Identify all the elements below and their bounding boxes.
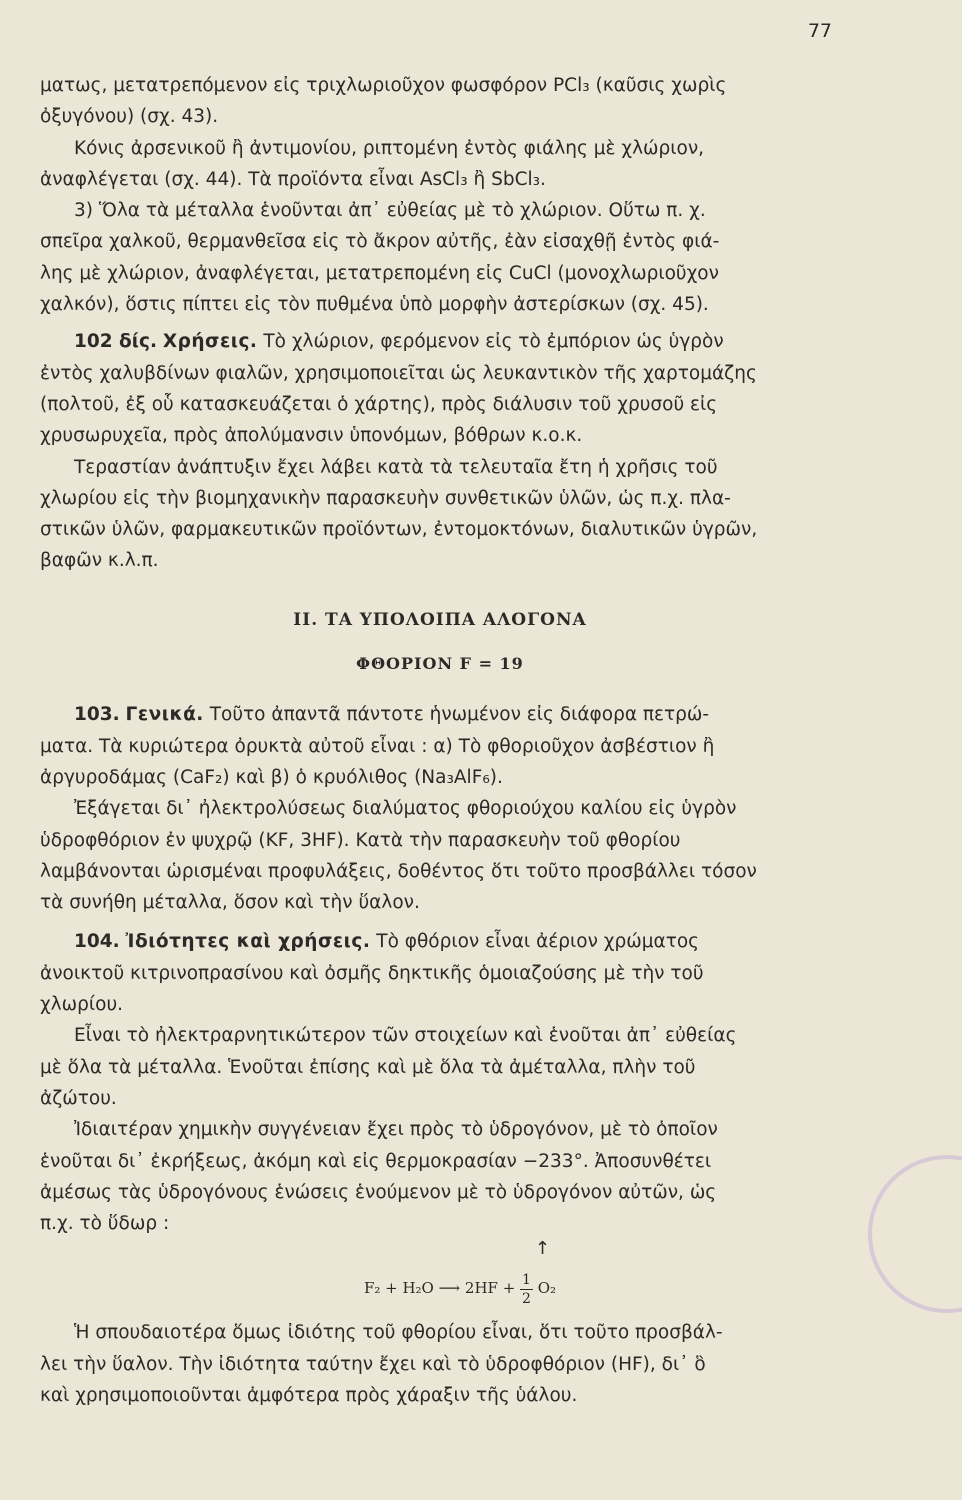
text-line: βαφῶν κ.λ.π. [40, 550, 159, 572]
text-line: ἐντὸς χαλυβδίνων φιαλῶν, χρησιμοποιεῖται ὡς λευκαντικὸν τῆς χαρτομάζης [40, 362, 757, 384]
section-number: 102 δίς. [74, 331, 157, 353]
section-heading: Ἰδιότητες καὶ χρήσεις. [125, 931, 371, 953]
section-103-first-line [40, 699, 840, 730]
text-line: 3) Ὅλα τὰ μέταλλα ἑνοῦνται ἀπ᾽ εὐθείας μὲ τὸ χλώριον. Οὕτω π. χ. [74, 200, 706, 222]
text-line: μὲ ὅλα τὰ μέταλλα. Ἑνοῦται ἐπίσης καὶ μὲ ὅλα τὰ ἀμέταλλα, πλὴν τοῦ [40, 1056, 696, 1078]
gas-evolution-arrow: ↑ [534, 1238, 550, 1260]
text-line: σπεῖρα χαλκοῦ, θερμανθεῖσα εἰς τὸ ἄκρον αὐτῆς, ἐὰν εἰσαχθῇ ἐντὸς φιά- [40, 231, 720, 253]
text-line: ἑνοῦται δι᾽ ἐκρήξεως, ἀκόμη καὶ εἰς θερμοκρασίαν −233°. Ἀποσυνθέτει [40, 1150, 712, 1172]
text-line: λης μὲ χλώριον, ἀναφλέγεται, μετατρεπομένη εἰς CuCl (μονοχλωριοῦχον [40, 262, 719, 284]
text-line: ἀζώτου. [40, 1087, 117, 1109]
chemical-equation [40, 1259, 840, 1317]
text-line: καὶ χρησιμοποιοῦνται ἀμφότερα πρὸς χάραξιν τῆς ὑάλου. [40, 1384, 578, 1406]
text-line: ματως, μετατρεπόμενον εἰς τριχλωριοῦχον φωσφόρον PCl₃ (καῦσις χωρὶς [40, 75, 727, 96]
section-104-first-line [40, 926, 840, 957]
text-line: χρυσωρυχεῖα, πρὸς ἀπολύμανσιν ὑπονόμων, βόθρων κ.ο.κ. [40, 425, 583, 447]
text-line: Τεραστίαν ἀνάπτυξιν ἔχει λάβει κατὰ τὰ τελευταῖα ἔτη ἡ χρῆσις τοῦ [74, 456, 718, 478]
section-heading: Χρήσεις. [162, 331, 258, 353]
text-line: Τὸ φθόριον εἶναι ἀέριον χρώματος [376, 931, 700, 953]
page-number: 77 [807, 20, 832, 42]
text-line: (πολτοῦ, ἐξ οὗ κατασκευάζεται ὁ χάρτης), πρὸς διάλυσιν τοῦ χρυσοῦ εἰς [40, 393, 718, 415]
text-line: λει τὴν ὕαλον. Τὴν ἰδιότητα ταύτην ἔχει καὶ τὸ ὑδροφθόριον (HF), δι᾽ ὃ [40, 1353, 706, 1375]
text-line: ἀνοικτοῦ κιτρινοπρασίνου καὶ ὀσμῆς δηκτικῆς ὁμοιαζούσης μὲ τὴν τοῦ [40, 962, 704, 984]
library-stamp-icon [868, 1155, 962, 1313]
text-line: ἀμέσως τὰς ὑδρογόνους ἑνώσεις ἑνούμενον μὲ τὸ ὑδρογόνον αὐτῶν, ὡς [40, 1181, 717, 1203]
text-line: ματα. Τὰ κυριώτερα ὀρυκτὰ αὐτοῦ εἶναι : α) Τὸ φθοριοῦχον ἀσβέστιον ἢ [40, 735, 715, 757]
section-number: 104. [74, 931, 120, 953]
equation-left: F₂ + H₂O ⟶ 2HF + [363, 1279, 516, 1298]
text-line: ὑδροφθόριον ἐν ψυχρῷ (KF, 3HF). Κατὰ τὴν παρασκευὴν τοῦ φθορίου [40, 829, 681, 851]
text-line: Ἡ σπουδαιοτέρα ὅμως ἰδιότης τοῦ φθορίου εἶναι, ὅτι τοῦτο προσβάλ- [74, 1322, 723, 1344]
fraction-numerator: 1 [522, 1271, 531, 1288]
text-line: ἀργυροδάμας (CaF₂) καὶ β) ὁ κρυόλιθος (Na₃AlF₆). [40, 766, 503, 788]
section-number: 103. [74, 704, 120, 726]
text-line: Ἐξάγεται δι᾽ ἠλεκτρολύσεως διαλύματος φθοριούχου καλίου εἰς ὑγρὸν [74, 798, 737, 820]
text-line: ἀναφλέγεται (σχ. 44). Τὰ προϊόντα εἶναι AsCl₃ ἢ SbCl₃. [40, 168, 546, 190]
text-line: Εἶναι τὸ ἠλεκτραρνητικώτερον τῶν στοιχείων καὶ ἑνοῦται ἀπ᾽ εὐθείας [74, 1025, 737, 1047]
text-line: ὀξυγόνου) (σχ. 43). [40, 106, 219, 128]
text-line: τὰ συνήθη μέταλλα, ὅσον καὶ τὴν ὕαλον. [40, 892, 420, 914]
text-line: χαλκόν), ὅστις πίπτει εἰς τὸν πυθμένα ὑπὸ μορφὴν ἀστερίσκων (σχ. 45). [40, 294, 709, 316]
section-102-first-line [40, 326, 840, 357]
fluorine-title: ΦΘΟΡΙΟΝ F = 19 [356, 654, 524, 674]
text-line: Κόνις ἀρσενικοῦ ἢ ἀντιμονίου, ριπτομένη ἐντὸς φιάλης μὲ χλώριον, [74, 137, 705, 159]
text-line: λαμβάνονται ὡρισμέναι προφυλάξεις, δοθέντος ὅτι τοῦτο προσβάλλει τόσον [40, 860, 757, 882]
text-line: χλωρίου. [40, 994, 124, 1016]
section-title: II. ΤΑ ΥΠΟΛΟΙΠΑ ΑΛΟΓΟΝΑ [293, 609, 587, 630]
text-line: Ἰδιαιτέραν χημικὴν συγγένειαν ἔχει πρὸς τὸ ὑδρογόνον, μὲ τὸ ὁποῖον [74, 1119, 718, 1141]
page-text [40, 70, 840, 1411]
equation-right: O₂ [537, 1279, 557, 1298]
equation-fraction [520, 1271, 533, 1308]
text-line: χλωρίου εἰς τὴν βιομηχανικὴν παρασκευὴν συνθετικῶν ὑλῶν, ὡς π.χ. πλα- [40, 487, 731, 509]
text-line: Τὸ χλώριον, φερόμενον εἰς τὸ ἐμπόριον ὡς ὑγρὸν [263, 331, 724, 353]
fraction-denominator: 2 [522, 1290, 531, 1307]
section-heading: Γενικά. [125, 704, 204, 726]
text-line: π.χ. τὸ ὕδωρ : [40, 1213, 170, 1235]
text-line: Τοῦτο ἀπαντᾶ πάντοτε ἡνωμένον εἰς διάφορα πετρώ- [209, 704, 710, 726]
text-line: στικῶν ὑλῶν, φαρμακευτικῶν προϊόντων, ἐντομοκτόνων, διαλυτικῶν ὑγρῶν, [40, 519, 758, 541]
